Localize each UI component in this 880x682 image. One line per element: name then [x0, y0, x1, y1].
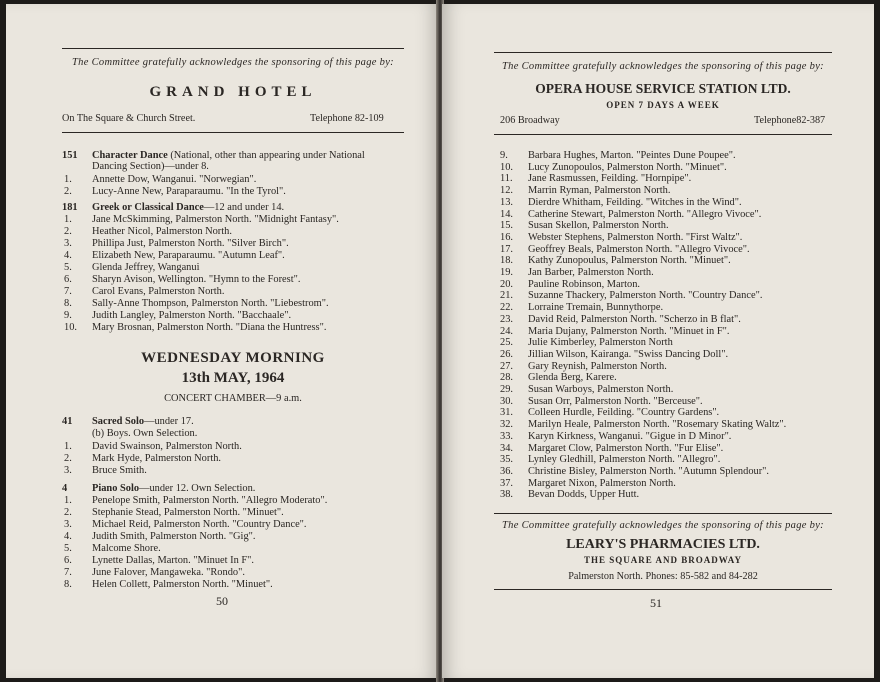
event-class: Character Dance — [92, 150, 168, 161]
list-item — [500, 466, 769, 478]
list-item — [500, 396, 703, 408]
entry-text: Gary Reynish, Palmerston North. — [528, 360, 667, 372]
entry-number: 20. — [500, 278, 513, 290]
list-item: 2. Heather Nicol, Palmerston North. — [64, 226, 232, 237]
entry-text: Margaret Clow, Palmerston North. "Fur Elise". — [528, 442, 724, 454]
sponsor-address-2: Palmerston North. Phones: 85-582 and 84-282 — [568, 571, 758, 582]
sponsor-telephone: Telephone82-387 — [754, 115, 826, 126]
entry-number: 38. — [500, 489, 513, 501]
list-item — [500, 407, 719, 419]
entry-text: Marrin Ryman, Palmerston North. — [528, 185, 671, 197]
entry-number: 37. — [500, 477, 513, 489]
list-item — [500, 267, 654, 279]
list-item — [500, 150, 736, 162]
entry-number: 23. — [500, 313, 513, 325]
entry-text: Bevan Dodds, Upper Hutt. — [528, 489, 640, 501]
entry-number: 33. — [500, 430, 513, 442]
entry-text: Julie Kimberley, Palmerston North — [528, 337, 673, 349]
list-item: 1. Penelope Smith, Palmerston North. "Allegro Moderato". — [64, 495, 328, 506]
list-item: 4. Elizabeth New, Paraparaumu. "Autumn Leaf". — [64, 250, 285, 261]
list-item: 3. Michael Reid, Palmerston North. "Country Dance". — [64, 519, 307, 530]
sponsor-acknowledgement: The Committee gratefully acknowledges the sponsoring of this page by: — [502, 61, 824, 72]
event-heading — [62, 483, 255, 494]
entry-number: 17. — [500, 243, 513, 255]
event-description-cont: (b) Boys. Own Selection. — [92, 428, 198, 439]
list-item — [500, 443, 723, 455]
event-description: —under 12. Own Selection. — [139, 483, 256, 494]
list-item: 10. Mary Brosnan, Palmerston North. "Diana the Huntress". — [64, 322, 327, 333]
entry-number: 21. — [500, 290, 513, 302]
list-item: 8. Helen Collett, Palmerston North. "Minuet". — [64, 579, 273, 590]
list-item: 1. David Swainson, Palmerston North. — [64, 441, 242, 452]
entry-text: Lynley Gledhill, Palmerston North. "Allegro". — [528, 454, 721, 466]
entry-number: 16. — [500, 231, 513, 243]
list-item: 1. Annette Dow, Wanganui. "Norwegian". — [64, 174, 257, 185]
list-item — [500, 244, 750, 256]
entry-text: Jan Barber, Palmerston North. — [528, 267, 654, 278]
list-item — [500, 372, 617, 384]
entry-text: Margaret Nixon, Palmerston North. — [528, 477, 676, 489]
entry-text: Catherine Stewart, Palmerston North. "Allegro Vivoce". — [528, 208, 762, 220]
entry-text: Christine Bisley, Palmerston North. "Autumn Splendour". — [528, 465, 770, 477]
footer-bottom-rule — [494, 589, 832, 590]
list-item — [500, 209, 761, 221]
event-number: 4 — [62, 483, 68, 494]
entry-text: Lucy Zunopoulos, Palmerston North. "Minuet". — [528, 161, 727, 173]
entry-number: 10. — [500, 161, 513, 173]
entry-number: 30. — [500, 395, 513, 407]
entry-text: Barbara Hughes, Marton. "Peintes Dune Poupee". — [528, 150, 736, 161]
event-heading — [62, 202, 284, 213]
list-item — [500, 419, 786, 431]
entry-number: 28. — [500, 372, 513, 384]
list-item — [500, 255, 731, 267]
entry-number: 31. — [500, 407, 513, 419]
list-item: 2. Mark Hyde, Palmerston North. — [64, 453, 221, 464]
entry-text: David Reid, Palmerston North. "Scherzo in B flat". — [528, 313, 741, 325]
entry-text: Jillian Wilson, Kairanga. "Swiss Dancing Doll". — [528, 348, 729, 360]
entry-text: Lorraine Tremain, Bunnythorpe. — [528, 302, 664, 314]
entry-number: 15. — [500, 220, 513, 232]
entry-number: 29. — [500, 384, 513, 395]
list-item — [500, 489, 639, 501]
entry-number: 12. — [500, 185, 513, 197]
sponsor-name: OPERA HOUSE SERVICE STATION LTD. — [535, 81, 791, 96]
page-number: 50 — [216, 594, 228, 608]
entry-number: 25. — [500, 337, 513, 349]
list-item — [500, 454, 720, 466]
list-item — [500, 349, 728, 361]
entry-text: Susan Warboys, Palmerston North. — [528, 384, 674, 395]
top-rule — [62, 48, 404, 49]
entry-text: Susan Skellon, Palmerston North. — [528, 220, 669, 232]
footer-top-rule — [494, 513, 832, 514]
list-item — [500, 197, 742, 209]
event-number: 41 — [62, 416, 73, 427]
entry-number: 34. — [500, 442, 513, 454]
entry-number: 11. — [500, 173, 513, 185]
session-day: WEDNESDAY MORNING — [141, 350, 325, 366]
list-item — [500, 279, 640, 291]
entry-text: Glenda Berg, Karere. — [528, 372, 617, 384]
list-item — [500, 220, 669, 232]
entry-text: Marilyn Heale, Palmerston North. "Rosemary Skating Waltz". — [528, 419, 787, 431]
entry-number: 35. — [500, 454, 513, 466]
header-bottom-rule — [62, 132, 404, 133]
list-item — [500, 290, 762, 302]
sponsor-address: 206 Broadway — [500, 115, 560, 126]
entry-number: 24. — [500, 325, 513, 337]
list-item: 3. Phillipa Just, Palmerston North. "Silver Birch". — [64, 238, 289, 249]
list-item: 2. Lucy-Anne New, Paraparaumu. "In the Tyrol". — [64, 186, 286, 197]
page-number: 51 — [650, 596, 662, 610]
list-item — [500, 173, 691, 185]
entry-number: 22. — [500, 302, 513, 314]
entry-text: Susan Orr, Palmerston North. "Berceuse". — [528, 395, 703, 407]
entry-text: Karyn Kirkness, Wanganui. "Gigue in D Minor". — [528, 430, 732, 442]
sponsor-tagline: OPEN 7 DAYS A WEEK — [606, 100, 720, 110]
entry-number: 18. — [500, 255, 513, 267]
sponsor-address: On The Square & Church Street. — [62, 113, 196, 124]
list-item: 6. Lynette Dallas, Marton. "Minuet In F". — [64, 555, 255, 566]
list-item: 6. Sharyn Avison, Wellington. "Hymn to the Forest". — [64, 274, 301, 285]
list-item — [500, 314, 741, 326]
right-page — [442, 4, 874, 678]
sponsor-telephone: Telephone 82-109 — [310, 113, 384, 124]
list-item — [500, 361, 667, 373]
entry-text: Colleen Hurdle, Feilding. "Country Gardens". — [528, 407, 720, 419]
sponsor-name-2: LEARY'S PHARMACIES LTD. — [566, 537, 760, 552]
list-item: 5. Glenda Jeffrey, Wanganui — [64, 262, 200, 273]
entry-text: Webster Stephens, Palmerston North. "First Waltz". — [528, 231, 743, 243]
list-item: 9. Judith Langley, Palmerston North. "Bacchaale". — [64, 310, 292, 321]
entry-text: Suzanne Thackery, Palmerston North. "Country Dance". — [528, 290, 763, 302]
list-item — [500, 185, 670, 197]
event-class: Greek or Classical Dance — [92, 202, 204, 213]
entry-number: 9. — [500, 150, 508, 161]
list-item — [500, 232, 742, 244]
entry-text: Jane Rasmussen, Feilding. "Hornpipe". — [528, 173, 692, 185]
list-item: 3. Bruce Smith. — [64, 465, 147, 476]
list-item: 5. Malcome Shore. — [64, 543, 161, 554]
list-item — [500, 384, 673, 396]
event-class: Piano Solo — [92, 483, 140, 494]
event-heading — [62, 150, 365, 161]
entry-number: 32. — [500, 419, 513, 431]
sponsor-acknowledgement: The Committee gratefully acknowledges the sponsoring of this page by: — [72, 57, 394, 68]
list-item: 4. Judith Smith, Palmerston North. "Gig". — [64, 531, 256, 542]
entry-number: 26. — [500, 348, 513, 360]
event-number: 181 — [62, 202, 78, 213]
entry-number: 19. — [500, 267, 513, 278]
session-venue: CONCERT CHAMBER—9 a.m. — [164, 393, 302, 404]
entry-number: 36. — [500, 465, 513, 477]
top-rule — [494, 52, 832, 53]
list-item — [500, 337, 673, 349]
entry-text: Dierdre Whitham, Feilding. "Witches in the Wind". — [528, 196, 742, 208]
list-item: 7. Carol Evans, Palmerston North. — [64, 286, 225, 297]
event-class: Sacred Solo — [92, 416, 145, 427]
list-item: 2. Stephanie Stead, Palmerston North. "Minuet". — [64, 507, 284, 518]
session-date: 13th MAY, 1964 — [181, 370, 285, 386]
entry-text: Pauline Robinson, Marton. — [528, 278, 640, 290]
entry-text: Geoffrey Beals, Palmerston North. "Allegro Vivoce". — [528, 243, 750, 255]
left-page — [6, 4, 438, 678]
event-description: —under 17. — [144, 416, 194, 427]
list-item: 8. Sally-Anne Thompson, Palmerston North. "Liebestrom". — [64, 298, 329, 309]
event-number: 151 — [62, 150, 78, 161]
event-description: (National, other than appearing under National — [170, 150, 365, 161]
list-item — [500, 302, 663, 314]
list-item — [500, 478, 676, 490]
entry-text: Kathy Zunopoulus, Palmerston North. "Minuet". — [528, 255, 731, 267]
event-description: —12 and under 14. — [203, 202, 285, 213]
entry-text: Maria Dujany, Palmerston North. "Minuet in F". — [528, 325, 730, 337]
list-item — [500, 431, 731, 443]
list-item: 7. June Falover, Mangaweka. "Rondo". — [64, 567, 245, 578]
list-item — [500, 162, 727, 174]
entry-number: 14. — [500, 208, 513, 220]
event-heading — [62, 416, 194, 427]
sponsor-tagline-2: THE SQUARE AND BROADWAY — [584, 555, 742, 565]
sponsor-name: GRAND HOTEL — [149, 84, 317, 100]
list-item — [500, 326, 729, 338]
event-description-cont: Dancing Section)—under 8. — [92, 161, 209, 172]
list-item: 1. Jane McSkimming, Palmerston North. "Midnight Fantasy". — [64, 214, 339, 225]
sponsor-acknowledgement-2: The Committee gratefully acknowledges the sponsoring of this page by: — [502, 520, 824, 531]
entry-number: 27. — [500, 360, 513, 372]
header-bottom-rule — [494, 134, 832, 135]
entry-number: 13. — [500, 196, 513, 208]
